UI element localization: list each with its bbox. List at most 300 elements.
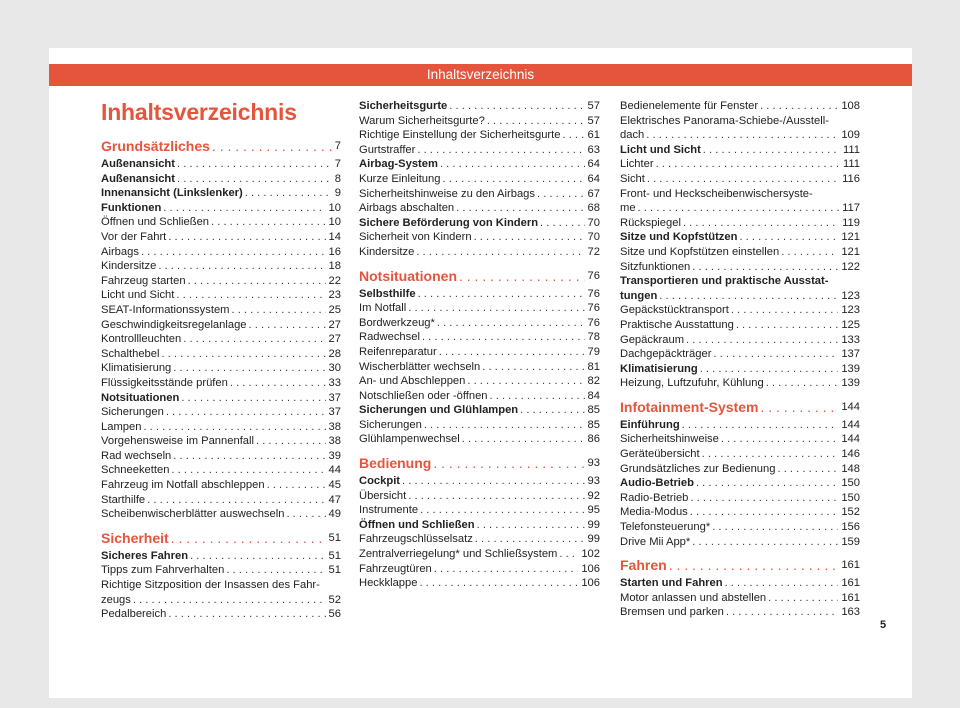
- toc-entry[interactable]: [620, 172, 860, 187]
- leader-dots: [419, 576, 578, 591]
- toc-entry-title: Heckklappe: [359, 577, 418, 590]
- leader-dots: [686, 333, 838, 348]
- toc-page-number: 27: [328, 318, 341, 331]
- toc-page-number: 137: [841, 348, 860, 361]
- toc-entry-title: Richtige Einstellung der Sicherheitsgurte: [359, 129, 561, 142]
- leader-dots: [166, 405, 326, 420]
- leader-dots: [143, 420, 325, 435]
- toc-section-heading[interactable]: [620, 555, 860, 576]
- toc-entry[interactable]: [359, 547, 600, 562]
- toc-page-number: 117: [842, 202, 860, 215]
- toc-entry-title: Airbag-System: [359, 158, 438, 171]
- leader-dots: [177, 157, 332, 172]
- toc-entry[interactable]: [620, 318, 860, 333]
- toc-page-number: 10: [328, 216, 341, 229]
- toc-entry-title: Geschwindigkeitsregelanlage: [101, 318, 247, 331]
- leader-dots: [726, 605, 838, 620]
- toc-entry[interactable]: [359, 374, 600, 389]
- toc-entry-title: Radio-Betrieb: [620, 491, 689, 504]
- toc-entry-title: Audio-Betrieb: [620, 477, 694, 490]
- toc-entry-title: Fahrzeugtüren: [359, 562, 432, 575]
- leader-dots: [442, 172, 584, 187]
- toc-page-number: 57: [587, 100, 600, 112]
- toc-page-number: 76: [587, 316, 600, 329]
- toc-entry-title: Sicherungen: [359, 418, 422, 431]
- toc-entry-title: Sicherheitshinweise zu den Airbags: [359, 187, 535, 200]
- leader-dots: [682, 418, 839, 433]
- toc-entry[interactable]: [101, 318, 341, 333]
- leader-dots: [731, 303, 839, 318]
- toc-section-heading[interactable]: [359, 266, 600, 287]
- leader-dots: [163, 201, 325, 216]
- toc-entry-title: Lampen: [101, 420, 142, 433]
- leader-dots: [408, 301, 584, 316]
- toc-entry-title: Schalthebel: [101, 347, 160, 360]
- toc-page-number: 33: [328, 376, 341, 389]
- toc-page-number: 84: [587, 389, 600, 402]
- toc-page-number: 49: [328, 508, 341, 521]
- leader-dots: [439, 345, 585, 360]
- toc-page-number: 85: [587, 418, 600, 431]
- toc-entry-title: Elektrisches Panorama-Schiebe-/Ausstell-: [620, 114, 829, 127]
- toc-chapter-entry[interactable]: [359, 474, 600, 489]
- toc-entry[interactable]: [620, 245, 860, 260]
- toc-entry[interactable]: [359, 562, 600, 577]
- toc-chapter-entry[interactable]: [101, 157, 341, 172]
- toc-entry[interactable]: [620, 462, 860, 477]
- toc-chapter-entry[interactable]: [359, 99, 600, 114]
- toc-entry[interactable]: [101, 288, 341, 303]
- leader-dots: [490, 389, 585, 404]
- toc-entry-title: Cockpit: [359, 475, 401, 488]
- toc-page-number: 79: [587, 345, 600, 358]
- toc-page-number: 139: [841, 362, 860, 375]
- toc-entry-title: Sitzfunktionen: [620, 260, 691, 273]
- toc-page-number: 99: [587, 518, 600, 531]
- toc-entry[interactable]: [359, 503, 600, 518]
- toc-entry[interactable]: [101, 347, 341, 362]
- toc-entry[interactable]: [101, 563, 341, 578]
- leader-dots: [211, 215, 326, 230]
- leader-dots: [646, 128, 838, 143]
- leader-dots: [721, 432, 838, 447]
- toc-entry[interactable]: [101, 478, 341, 493]
- leader-dots: [449, 99, 584, 114]
- toc-page-number: 51: [328, 549, 341, 562]
- toc-page-number: 148: [841, 462, 860, 475]
- toc-page-number: 14: [328, 230, 341, 243]
- toc-entry-title: Instrumente: [359, 504, 419, 517]
- toc-page-number: 10: [328, 201, 341, 214]
- toc-entry-title: Klimatisierung: [620, 362, 698, 375]
- toc-entry[interactable]: [620, 99, 860, 114]
- toc-entry[interactable]: [359, 345, 600, 360]
- toc-entry[interactable]: [620, 114, 860, 143]
- toc-page-number: 44: [328, 464, 341, 477]
- toc-entry[interactable]: [359, 301, 600, 316]
- toc-chapter-entry[interactable]: [620, 418, 860, 433]
- toc-column-2: [359, 99, 600, 591]
- toc-entry[interactable]: [101, 274, 341, 289]
- toc-entry[interactable]: [359, 187, 600, 202]
- leader-dots: [562, 128, 584, 143]
- toc-entry[interactable]: [359, 172, 600, 187]
- leader-dots: [440, 157, 585, 172]
- toc-page-number: 45: [328, 479, 341, 492]
- toc-page-number: 108: [841, 100, 860, 112]
- toc-page-number: 57: [587, 114, 600, 127]
- toc-entry[interactable]: [359, 418, 600, 433]
- toc-page-number: 39: [328, 449, 341, 462]
- toc-page-number: 144: [841, 433, 860, 446]
- toc-entry-continuation: [620, 128, 860, 143]
- leader-dots: [424, 418, 585, 433]
- toc-entry-title: Selbsthilfe: [359, 287, 416, 300]
- toc-entry-title: Infotainment-System: [620, 398, 759, 415]
- toc-entry-title: Airbags abschalten: [359, 202, 455, 215]
- toc-entry[interactable]: [620, 591, 860, 606]
- toc-entry-title: Fahren: [620, 557, 667, 574]
- toc-entry-continuation: [101, 593, 341, 608]
- page-title: Inhaltsverzeichnis: [101, 99, 297, 125]
- toc-page-number: 156: [841, 521, 860, 534]
- toc-entry[interactable]: [101, 449, 341, 464]
- toc-page-number: 27: [328, 333, 341, 346]
- toc-entry[interactable]: [101, 578, 341, 607]
- leader-dots: [482, 360, 584, 375]
- leader-dots: [286, 507, 325, 522]
- leader-dots: [777, 462, 838, 477]
- toc-page-number: 122: [841, 260, 860, 273]
- toc-entry[interactable]: [620, 274, 860, 303]
- toc-section-heading[interactable]: [620, 397, 860, 418]
- leader-dots: [692, 260, 838, 275]
- toc-chapter-entry[interactable]: [620, 362, 860, 377]
- toc-entry[interactable]: [101, 405, 341, 420]
- leader-dots: [212, 136, 332, 157]
- toc-page-number: 92: [587, 489, 600, 502]
- toc-entry-title: Reifenreparatur: [359, 345, 437, 358]
- toc-page-number: 111: [842, 158, 860, 171]
- toc-entry[interactable]: [620, 432, 860, 447]
- toc-entry-title: Kurze Einleitung: [359, 172, 441, 185]
- leader-dots: [477, 518, 585, 533]
- toc-page-number: 121: [841, 231, 860, 244]
- toc-entry[interactable]: [101, 303, 341, 318]
- leader-dots: [739, 230, 838, 245]
- toc-entry-title: Öffnen und Schließen: [101, 216, 210, 229]
- toc-column-1: [101, 136, 341, 622]
- leader-dots: [736, 318, 839, 333]
- toc-entry-title: Scheibenwischerblätter auswechseln: [101, 508, 285, 521]
- toc-entry-title: Schneeketten: [101, 464, 170, 477]
- leader-dots: [437, 316, 585, 331]
- toc-page-number: 63: [587, 143, 600, 156]
- toc-chapter-entry[interactable]: [101, 549, 341, 564]
- toc-chapter-entry[interactable]: [101, 391, 341, 406]
- toc-page-number: 37: [328, 391, 341, 404]
- leader-dots: [249, 318, 326, 333]
- toc-entry-title: Wischerblätter wechseln: [359, 360, 481, 373]
- toc-entry-title: Funktionen: [101, 201, 162, 214]
- toc-page-number: 18: [328, 260, 341, 273]
- toc-page-number: 7: [334, 158, 341, 170]
- toc-page-number: 161: [841, 559, 860, 572]
- leader-dots: [267, 478, 326, 493]
- leader-dots: [647, 172, 839, 187]
- leader-dots: [408, 489, 584, 504]
- toc-entry[interactable]: [101, 332, 341, 347]
- toc-entry[interactable]: [359, 143, 600, 158]
- toc-entry[interactable]: [101, 230, 341, 245]
- toc-chapter-entry[interactable]: [620, 576, 860, 591]
- toc-entry-title: Einführung: [620, 418, 680, 431]
- toc-page-number: 64: [587, 158, 600, 171]
- toc-chapter-entry[interactable]: [620, 230, 860, 245]
- leader-dots: [760, 99, 838, 114]
- toc-entry-title: Front- und Heckscheibenwischersyste-: [620, 187, 813, 200]
- toc-page-number: 159: [841, 535, 860, 548]
- toc-entry-title: Im Notfall: [359, 302, 407, 315]
- leader-dots: [158, 259, 325, 274]
- toc-page-number: 23: [328, 289, 341, 302]
- leader-dots: [537, 187, 585, 202]
- toc-entry-title: Kindersitze: [359, 245, 415, 258]
- leader-dots: [171, 463, 325, 478]
- toc-page-number: 72: [587, 245, 600, 258]
- toc-page-number: 51: [328, 531, 341, 544]
- toc-entry[interactable]: [620, 535, 860, 550]
- toc-chapter-entry[interactable]: [620, 143, 860, 158]
- toc-entry[interactable]: [101, 493, 341, 508]
- toc-entry[interactable]: [620, 605, 860, 620]
- leader-dots: [669, 555, 839, 576]
- toc-page-number: 81: [587, 360, 600, 373]
- leader-dots: [474, 230, 585, 245]
- toc-entry[interactable]: [359, 316, 600, 331]
- leader-dots: [692, 535, 838, 550]
- toc-chapter-entry[interactable]: [359, 216, 600, 231]
- leader-dots: [656, 157, 840, 172]
- toc-entry-title: Gepäckstücktransport: [620, 304, 729, 317]
- toc-entry[interactable]: [359, 389, 600, 404]
- toc-entry-continuation: [620, 201, 860, 216]
- leader-dots: [659, 289, 838, 304]
- leader-dots: [690, 491, 838, 506]
- leader-dots: [230, 376, 326, 391]
- leader-dots: [173, 361, 325, 376]
- toc-page-number: 144: [841, 400, 860, 413]
- toc-chapter-entry[interactable]: [101, 186, 341, 201]
- leader-dots: [475, 532, 585, 547]
- toc-chapter-entry[interactable]: [359, 403, 600, 418]
- toc-entry-title-continued: zeugs: [101, 593, 131, 606]
- toc-page-number: 67: [587, 187, 600, 200]
- toc-entry-title: Bedienelemente für Fenster: [620, 100, 759, 112]
- toc-page-number: 61: [587, 129, 600, 142]
- toc-entry[interactable]: [620, 303, 860, 318]
- toc-entry-title-continued: me: [620, 202, 636, 215]
- leader-dots: [245, 186, 332, 201]
- toc-entry-title: SEAT-Informationssystem: [101, 303, 230, 316]
- toc-entry-title: Notschließen oder -öffnen: [359, 389, 488, 402]
- toc-entry-title: Licht und Sicht: [620, 143, 701, 156]
- toc-page-number: 163: [841, 606, 860, 619]
- toc-page-number: 78: [587, 331, 600, 344]
- toc-entry[interactable]: [620, 520, 860, 535]
- toc-entry[interactable]: [359, 114, 600, 129]
- toc-entry-title: Außenansicht: [101, 172, 175, 185]
- toc-entry[interactable]: [359, 128, 600, 143]
- toc-entry[interactable]: [359, 432, 600, 447]
- toc-page-number: 93: [587, 475, 600, 488]
- toc-page-number: 133: [841, 333, 860, 346]
- toc-entry[interactable]: [620, 376, 860, 391]
- toc-page-number: 95: [587, 504, 600, 517]
- toc-page-number: 82: [587, 375, 600, 388]
- toc-chapter-entry[interactable]: [620, 476, 860, 491]
- toc-entry-title: Airbags: [101, 245, 139, 258]
- leader-dots: [683, 216, 839, 231]
- toc-page-number: 47: [328, 493, 341, 506]
- leader-dots: [226, 563, 325, 578]
- toc-entry-title: Grundsätzliches: [101, 138, 210, 154]
- toc-entry-title: Grundsätzliches zur Bedienung: [620, 462, 776, 475]
- toc-entry[interactable]: [101, 259, 341, 274]
- toc-entry[interactable]: [620, 505, 860, 520]
- toc-entry[interactable]: [101, 361, 341, 376]
- toc-entry-title: Richtige Sitzposition der Insassen des Fahr-: [101, 579, 320, 592]
- toc-entry-title: Sicherheit: [101, 529, 169, 546]
- page-number: 5: [880, 619, 887, 631]
- toc-entry-title: Gepäckraum: [620, 333, 685, 346]
- toc-entry-title: Kontrollleuchten: [101, 333, 182, 346]
- leader-dots: [434, 562, 579, 577]
- toc-entry[interactable]: [359, 330, 600, 345]
- toc-entry[interactable]: [101, 507, 341, 522]
- toc-entry[interactable]: [620, 187, 860, 216]
- toc-page-number: 86: [587, 433, 600, 446]
- leader-dots: [467, 374, 584, 389]
- toc-entry[interactable]: [359, 245, 600, 260]
- toc-entry-title: Bordwerkzeug*: [359, 316, 435, 329]
- toc-entry[interactable]: [620, 447, 860, 462]
- toc-entry-title: Pedalbereich: [101, 608, 167, 621]
- toc-chapter-entry[interactable]: [101, 201, 341, 216]
- leader-dots: [188, 274, 326, 289]
- toc-entry[interactable]: [101, 607, 341, 622]
- toc-section-heading[interactable]: [359, 453, 600, 474]
- toc-entry[interactable]: [359, 201, 600, 216]
- toc-page-number: 37: [328, 406, 341, 419]
- leader-dots: [487, 114, 585, 129]
- toc-page-number: 68: [587, 202, 600, 215]
- leader-dots: [559, 547, 578, 562]
- toc-section-heading[interactable]: [101, 528, 341, 549]
- leader-dots: [768, 591, 838, 606]
- toc-entry[interactable]: [101, 376, 341, 391]
- toc-chapter-entry[interactable]: [101, 172, 341, 187]
- toc-entry-title: Glühlampenwechsel: [359, 433, 460, 446]
- leader-dots: [232, 303, 326, 318]
- leader-dots: [459, 266, 585, 287]
- toc-page-number: 70: [587, 231, 600, 244]
- toc-entry-title: Notsituationen: [101, 391, 180, 404]
- toc-page-number: 116: [842, 172, 860, 185]
- toc-entry-continuation: [620, 289, 860, 304]
- toc-page-number: 161: [841, 577, 860, 590]
- toc-entry[interactable]: [620, 333, 860, 348]
- toc-page-number: 76: [587, 302, 600, 315]
- toc-entry-title: Sicherungen: [101, 406, 164, 419]
- toc-entry[interactable]: [359, 532, 600, 547]
- toc-entry-title: Media-Modus: [620, 506, 688, 519]
- toc-entry-title: Transportieren und praktische Ausstat-: [620, 275, 829, 288]
- toc-page-number: 123: [841, 289, 860, 302]
- leader-dots: [402, 474, 585, 489]
- toc-entry-title: Klimatisierung: [101, 362, 172, 375]
- leader-dots: [181, 391, 325, 406]
- toc-chapter-entry[interactable]: [359, 157, 600, 172]
- toc-column-3: [620, 99, 860, 620]
- toc-entry[interactable]: [101, 434, 341, 449]
- toc-entry[interactable]: [359, 489, 600, 504]
- toc-entry[interactable]: [620, 260, 860, 275]
- toc-page-number: 123: [841, 304, 860, 317]
- toc-page-number: 25: [328, 303, 341, 316]
- leader-dots: [520, 403, 584, 418]
- toc-entry[interactable]: [359, 360, 600, 375]
- toc-entry-title: Flüssigkeitsstände prüfen: [101, 376, 228, 389]
- toc-entry-title-continued: dach: [620, 129, 645, 142]
- toc-entry-title: Geräteübersicht: [620, 448, 700, 461]
- toc-chapter-entry[interactable]: [359, 518, 600, 533]
- toc-page-number: 121: [841, 245, 860, 258]
- toc-chapter-entry[interactable]: [359, 287, 600, 302]
- leader-dots: [177, 172, 332, 187]
- leader-dots: [781, 245, 838, 260]
- toc-entry[interactable]: [620, 347, 860, 362]
- toc-entry-title: Fahrzeug im Notfall abschleppen: [101, 479, 265, 492]
- toc-entry[interactable]: [620, 216, 860, 231]
- toc-entry[interactable]: [620, 157, 860, 172]
- toc-entry-title: Motor anlassen und abstellen: [620, 591, 767, 604]
- toc-entry-title: Außenansicht: [101, 158, 175, 170]
- toc-page-number: 38: [328, 435, 341, 448]
- toc-entry-title: Sicherungen und Glühlampen: [359, 404, 519, 417]
- toc-entry[interactable]: [101, 215, 341, 230]
- toc-page-number: 76: [587, 287, 600, 300]
- toc-entry[interactable]: [101, 245, 341, 260]
- toc-page-number: 150: [841, 491, 860, 504]
- toc-entry[interactable]: [359, 576, 600, 591]
- toc-entry[interactable]: [101, 463, 341, 478]
- toc-entry-title: Rad wechseln: [101, 449, 172, 462]
- toc-entry-title: Übersicht: [359, 489, 407, 502]
- leader-dots: [766, 376, 839, 391]
- toc-entry[interactable]: [620, 491, 860, 506]
- toc-page-number: 85: [587, 404, 600, 417]
- toc-page-number: 38: [328, 420, 341, 433]
- leader-dots: [173, 449, 325, 464]
- leader-dots: [760, 397, 838, 418]
- toc-entry-title: Sicherheitsgurte: [359, 100, 448, 112]
- toc-entry[interactable]: [101, 420, 341, 435]
- toc-section-heading[interactable]: [101, 136, 341, 157]
- leader-dots: [418, 287, 585, 302]
- toc-entry[interactable]: [359, 230, 600, 245]
- leader-dots: [256, 434, 326, 449]
